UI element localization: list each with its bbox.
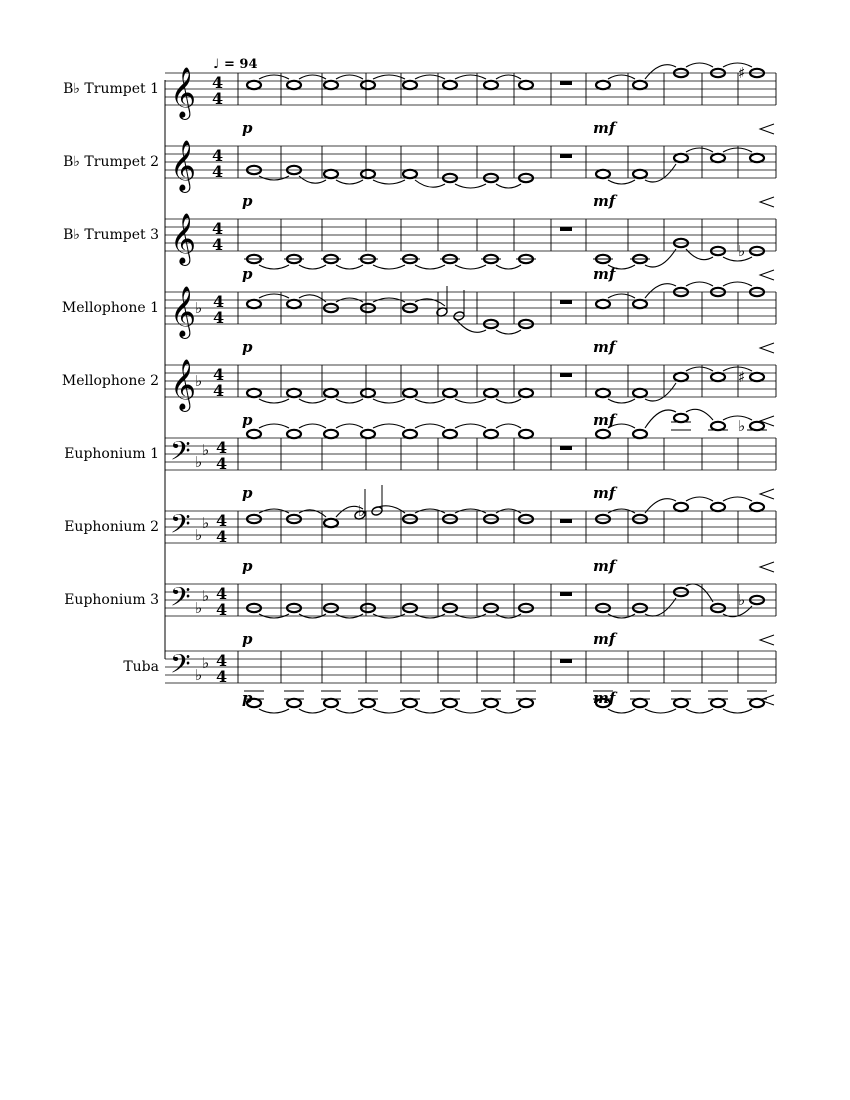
whole-rest xyxy=(560,81,572,85)
tie-slur xyxy=(455,184,486,188)
dynamic-marking: p xyxy=(242,265,253,283)
tie-slur xyxy=(299,399,326,403)
treble-clef-icon: 𝄞 xyxy=(170,213,197,264)
key-signature-flat: ♭ xyxy=(202,587,210,605)
dynamic-marking: mf xyxy=(593,411,616,429)
key-signature-flat: ♭ xyxy=(195,666,203,684)
bass-clef-icon: 𝄢 xyxy=(170,435,191,473)
whole-note xyxy=(596,81,610,89)
key-signature-flat: ♭ xyxy=(195,453,203,471)
whole-note xyxy=(403,699,417,707)
whole-note xyxy=(711,699,725,707)
tie-slur xyxy=(336,75,363,79)
whole-note xyxy=(484,81,498,89)
whole-rest xyxy=(560,659,572,663)
tie-slur xyxy=(645,284,676,298)
staff-name-label: Tuba xyxy=(123,659,159,675)
staff-name-label: Mellophone 2 xyxy=(61,373,159,389)
dynamic-marking: p xyxy=(242,338,253,356)
whole-note xyxy=(674,373,688,381)
key-signature-flat: ♭ xyxy=(202,514,210,532)
tempo-note-glyph: ♩ xyxy=(213,57,220,72)
bass-clef-icon: 𝄢 xyxy=(170,508,191,546)
whole-note xyxy=(443,389,457,397)
flat-accidental: ♭ xyxy=(738,417,746,435)
staff-6 xyxy=(64,409,776,502)
whole-note xyxy=(324,170,338,178)
whole-note xyxy=(287,699,301,707)
tie-slur xyxy=(336,709,363,713)
key-signature-flat: ♭ xyxy=(195,599,203,617)
tie-slur xyxy=(373,424,405,428)
staff-name-label: Euphonium 2 xyxy=(64,519,159,535)
whole-rest xyxy=(560,592,572,596)
tie-slur xyxy=(415,180,445,187)
whole-note xyxy=(361,81,375,89)
whole-note xyxy=(750,503,764,511)
whole-note xyxy=(403,170,417,178)
crescendo-hairpin xyxy=(760,270,774,280)
whole-note xyxy=(519,81,533,89)
time-signature-numerator: 4 xyxy=(213,365,225,384)
whole-note xyxy=(519,699,533,707)
treble-clef-icon: 𝄞 xyxy=(170,67,197,118)
tie-slur xyxy=(496,399,521,403)
whole-rest xyxy=(560,227,572,231)
tie-slur xyxy=(336,265,363,269)
tie-slur xyxy=(645,598,676,616)
time-signature-numerator: 4 xyxy=(216,651,228,670)
crescendo-hairpin xyxy=(760,343,774,353)
staff-1 xyxy=(63,63,776,137)
whole-note xyxy=(443,81,457,89)
whole-note xyxy=(361,430,375,438)
staff-5 xyxy=(62,359,776,429)
tie-slur xyxy=(455,75,486,79)
time-signature-denominator: 4 xyxy=(216,454,228,473)
time-signature-denominator: 4 xyxy=(212,89,224,108)
tie-slur xyxy=(496,184,521,188)
tie-slur xyxy=(415,265,445,269)
whole-rest xyxy=(560,154,572,158)
whole-note xyxy=(674,503,688,511)
tie-slur xyxy=(645,65,676,79)
tie-slur xyxy=(455,709,486,713)
key-signature-flat: ♭ xyxy=(195,299,203,317)
whole-note xyxy=(287,389,301,397)
whole-note xyxy=(361,389,375,397)
whole-rest xyxy=(560,373,572,377)
tie-slur xyxy=(373,75,405,79)
tie-slur xyxy=(259,294,289,298)
tie-slur xyxy=(259,75,289,79)
whole-note xyxy=(287,300,301,308)
tie-slur xyxy=(496,265,521,269)
tie-slur xyxy=(455,399,486,403)
whole-note xyxy=(750,422,764,430)
dynamic-marking: mf xyxy=(593,557,616,575)
tie-slur xyxy=(645,410,676,428)
whole-note xyxy=(324,519,338,527)
crescendo-hairpin xyxy=(760,635,774,645)
tie-slur xyxy=(645,709,676,713)
whole-note xyxy=(324,430,338,438)
tie-slur xyxy=(686,148,713,152)
staff-7 xyxy=(64,485,776,575)
time-signature-denominator: 4 xyxy=(216,527,228,546)
whole-note xyxy=(403,81,417,89)
staff-name-label: B♭ Trumpet 2 xyxy=(63,154,159,170)
whole-note xyxy=(247,300,261,308)
time-signature-denominator: 4 xyxy=(212,162,224,181)
time-signature-numerator: 4 xyxy=(212,219,224,238)
whole-note xyxy=(361,170,375,178)
tie-slur xyxy=(299,709,326,713)
whole-rest xyxy=(560,519,572,523)
whole-note xyxy=(596,170,610,178)
whole-note xyxy=(596,430,610,438)
time-signature-denominator: 4 xyxy=(213,381,225,400)
tie-slur xyxy=(686,367,713,371)
whole-note xyxy=(484,430,498,438)
key-signature-flat: ♭ xyxy=(195,526,203,544)
tie-slur xyxy=(608,399,635,403)
whole-note xyxy=(633,389,647,397)
whole-note xyxy=(287,81,301,89)
staff-8 xyxy=(64,581,776,648)
dynamic-marking: p xyxy=(242,689,253,707)
tie-slur xyxy=(336,424,363,428)
tie-slur xyxy=(645,164,676,182)
tie-slur xyxy=(373,506,405,513)
whole-note xyxy=(443,430,457,438)
whole-note xyxy=(484,699,498,707)
whole-note xyxy=(324,81,338,89)
whole-note xyxy=(674,414,688,422)
staff-2 xyxy=(63,140,776,210)
dynamic-marking: p xyxy=(242,484,253,502)
tie-slur xyxy=(608,709,635,713)
whole-note xyxy=(443,699,457,707)
tie-slur xyxy=(723,497,752,501)
tie-slur xyxy=(723,709,752,713)
bass-clef-icon: 𝄢 xyxy=(170,648,191,686)
tie-slur xyxy=(455,265,486,269)
tie-slur xyxy=(723,148,752,152)
crescendo-hairpin xyxy=(760,416,774,426)
staff-9 xyxy=(123,648,776,713)
staff-name-label: Euphonium 3 xyxy=(64,592,159,608)
whole-note xyxy=(674,699,688,707)
sharp-accidental: ♯ xyxy=(738,368,746,386)
whole-note xyxy=(633,81,647,89)
tie-slur xyxy=(686,63,713,67)
treble-clef-icon: 𝄞 xyxy=(170,286,197,337)
tie-slur xyxy=(496,424,521,428)
whole-note xyxy=(596,389,610,397)
dynamic-marking: mf xyxy=(593,265,616,283)
tie-slur xyxy=(686,282,713,286)
dynamic-marking: mf xyxy=(593,119,616,137)
flat-accidental: ♭ xyxy=(358,502,366,520)
crescendo-hairpin xyxy=(760,562,774,572)
sharp-accidental: ♯ xyxy=(738,64,746,82)
dynamic-marking: mf xyxy=(593,192,616,210)
whole-note xyxy=(484,389,498,397)
staff-3 xyxy=(63,213,776,283)
tempo-marking xyxy=(213,57,258,72)
tie-slur xyxy=(723,282,752,286)
tie-slur xyxy=(373,709,405,713)
staff-name-label: Euphonium 1 xyxy=(64,446,159,462)
tie-slur xyxy=(259,265,289,269)
time-signature-numerator: 4 xyxy=(212,146,224,165)
time-signature-denominator: 4 xyxy=(213,308,225,327)
time-signature-numerator: 4 xyxy=(216,438,228,457)
crescendo-hairpin xyxy=(760,489,774,499)
dynamic-marking: p xyxy=(242,119,253,137)
tie-slur xyxy=(415,709,445,713)
dynamic-marking: mf xyxy=(593,338,616,356)
whole-note xyxy=(519,430,533,438)
tie-slur xyxy=(686,409,713,420)
whole-rest xyxy=(560,300,572,304)
tie-slur xyxy=(259,709,289,713)
whole-note xyxy=(324,699,338,707)
time-signature-denominator: 4 xyxy=(216,667,228,686)
tie-slur xyxy=(373,399,405,403)
tie-slur xyxy=(686,584,713,602)
whole-note xyxy=(324,389,338,397)
tie-slur xyxy=(259,399,289,403)
tie-slur xyxy=(645,249,676,267)
whole-note xyxy=(633,430,647,438)
tie-slur xyxy=(455,424,486,428)
whole-rest xyxy=(560,446,572,450)
whole-note xyxy=(750,699,764,707)
tie-slur xyxy=(373,265,405,269)
time-signature-numerator: 4 xyxy=(212,73,224,92)
tie-slur xyxy=(496,75,521,79)
dynamic-marking: p xyxy=(242,557,253,575)
whole-note xyxy=(750,154,764,162)
whole-note xyxy=(247,389,261,397)
tie-slur xyxy=(686,497,713,501)
staff-name-label: B♭ Trumpet 3 xyxy=(63,227,159,243)
tie-slur xyxy=(415,75,445,79)
whole-note xyxy=(403,430,417,438)
dynamic-marking: p xyxy=(242,630,253,648)
whole-note xyxy=(361,699,375,707)
tie-slur xyxy=(608,180,635,184)
key-signature-flat: ♭ xyxy=(195,372,203,390)
tie-slur xyxy=(608,294,635,298)
tie-slur xyxy=(645,383,676,401)
tie-slur xyxy=(415,424,445,428)
flat-accidental: ♭ xyxy=(738,591,746,609)
crescendo-hairpin xyxy=(760,197,774,207)
whole-note xyxy=(287,430,301,438)
dynamic-marking: mf xyxy=(593,630,616,648)
tie-slur xyxy=(259,424,289,428)
dynamic-marking: mf xyxy=(593,689,616,707)
tie-slur xyxy=(336,180,363,184)
bass-clef-icon: 𝄢 xyxy=(170,581,191,619)
time-signature-numerator: 4 xyxy=(216,511,228,530)
crescendo-hairpin xyxy=(760,124,774,134)
whole-note xyxy=(596,300,610,308)
key-signature-flat: ♭ xyxy=(202,654,210,672)
whole-note xyxy=(633,300,647,308)
whole-note xyxy=(711,422,725,430)
whole-note xyxy=(711,373,725,381)
tie-slur xyxy=(299,265,326,269)
whole-note xyxy=(247,430,261,438)
whole-note xyxy=(247,81,261,89)
staff-4 xyxy=(62,282,776,356)
tie-slur xyxy=(496,330,521,334)
tie-slur xyxy=(608,75,635,79)
time-signature-denominator: 4 xyxy=(212,235,224,254)
tie-slur xyxy=(336,399,363,403)
whole-note xyxy=(711,154,725,162)
tie-slur xyxy=(686,709,713,713)
tie-slur xyxy=(415,399,445,403)
dynamic-marking: mf xyxy=(593,484,616,502)
whole-note xyxy=(633,170,647,178)
whole-note xyxy=(403,389,417,397)
time-signature-numerator: 4 xyxy=(216,584,228,603)
time-signature-denominator: 4 xyxy=(216,600,228,619)
staff-name-label: Mellophone 1 xyxy=(61,300,159,316)
whole-note xyxy=(711,503,725,511)
tie-slur xyxy=(496,709,521,713)
whole-note xyxy=(674,154,688,162)
whole-note xyxy=(750,373,764,381)
key-signature-flat: ♭ xyxy=(202,441,210,459)
whole-note xyxy=(519,389,533,397)
treble-clef-icon: 𝄞 xyxy=(170,140,197,191)
tie-slur xyxy=(299,424,326,428)
whole-note xyxy=(633,699,647,707)
treble-clef-icon: 𝄞 xyxy=(170,359,197,410)
dynamic-marking: p xyxy=(242,192,253,210)
tempo-value: = 94 xyxy=(224,57,258,72)
flat-accidental: ♭ xyxy=(738,242,746,260)
dynamic-marking: p xyxy=(242,411,253,429)
tie-slur xyxy=(373,180,405,184)
staff-name-label: B♭ Trumpet 1 xyxy=(63,81,159,97)
time-signature-numerator: 4 xyxy=(213,292,225,311)
staves-layer xyxy=(62,63,776,713)
